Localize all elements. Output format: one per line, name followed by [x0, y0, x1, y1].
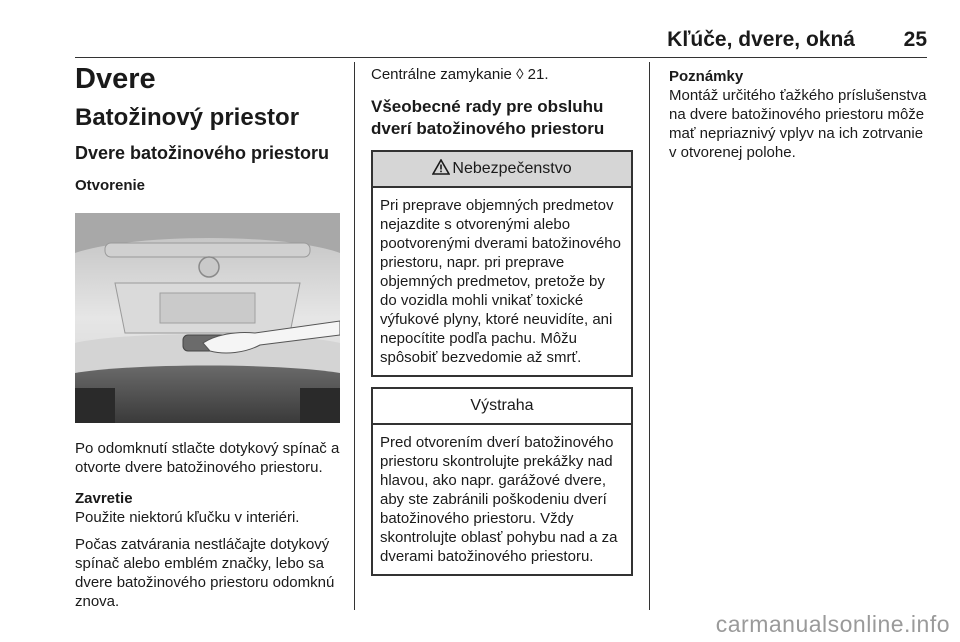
close-instructions-2: Počas zatvárania nestláčajte dotykový spínač alebo emblém značky, lebo sa dvere batožinového priestoru odomknú znova.	[75, 536, 335, 610]
general-advice-heading: Všeobecné rady pre obsluhu dverí batožinového priestoru	[371, 97, 605, 138]
open-instructions: Po odomknutí stlačte dotykový spínač a otvorte dvere batožinového priestoru.	[75, 440, 340, 476]
open-heading: Otvorenie	[75, 177, 146, 194]
caution-title: Výstraha	[470, 397, 534, 414]
warning-triangle-icon	[432, 159, 450, 180]
caution-text: Pred otvorením dverí batožinového priestoru skontrolujte prekážky nad hlavou, ako napr. garážové dvere, aby ste zabránili poškodeniu dverí batožinového priestoru. Vždy skontrolujte oblasť pohybu nad a za dverami batožinového priestoru.	[380, 434, 618, 565]
crossref-text: Centrálne zamykanie ◊ 21.	[371, 66, 549, 83]
caution-box-header	[373, 389, 631, 425]
close-instructions-1: Použite niektorú kľučku v interiéri.	[75, 509, 300, 526]
watermark: carmanualsonline.info	[715, 611, 950, 637]
column-3	[669, 58, 931, 162]
column-1	[75, 58, 340, 611]
note-heading: Poznámky	[669, 68, 744, 85]
close-heading: Zavretie	[75, 490, 133, 507]
danger-box	[371, 150, 633, 377]
danger-title: Nebezpečenstvo	[452, 160, 572, 177]
section-title: Batožinový priestor	[75, 104, 300, 131]
page-number: 25	[903, 28, 927, 51]
subsection-title: Dvere batožinového priestoru	[75, 143, 330, 163]
danger-text: Pri preprave objemných predmetov nejazdite s otvorenými alebo pootvorenými dverami batožinového priestoru, napr. pri preprave objemných predmetov, pretože by do vozidla mohli vnikať toxické výfukové plyny, ktoré neuvidíte, ani nepocítite podľa pachu. Môžu spôsobiť bezvedomie až smrť.	[380, 197, 621, 366]
note-text: Montáž určitého ťažkého príslušenstva na dvere batožinového priestoru môže mať nepriaznivý vplyv na ich zotrvanie v otvorenej polohe.	[669, 87, 927, 161]
tailgate-photo	[75, 213, 340, 423]
page-header	[75, 26, 927, 56]
caution-box	[371, 387, 633, 576]
column-divider-1	[354, 62, 355, 610]
chapter-title: Dvere	[75, 63, 156, 95]
column-divider-2	[649, 62, 650, 610]
header-title: Kľúče, dvere, okná	[667, 28, 855, 51]
danger-box-header	[373, 152, 631, 188]
column-2	[371, 58, 633, 576]
